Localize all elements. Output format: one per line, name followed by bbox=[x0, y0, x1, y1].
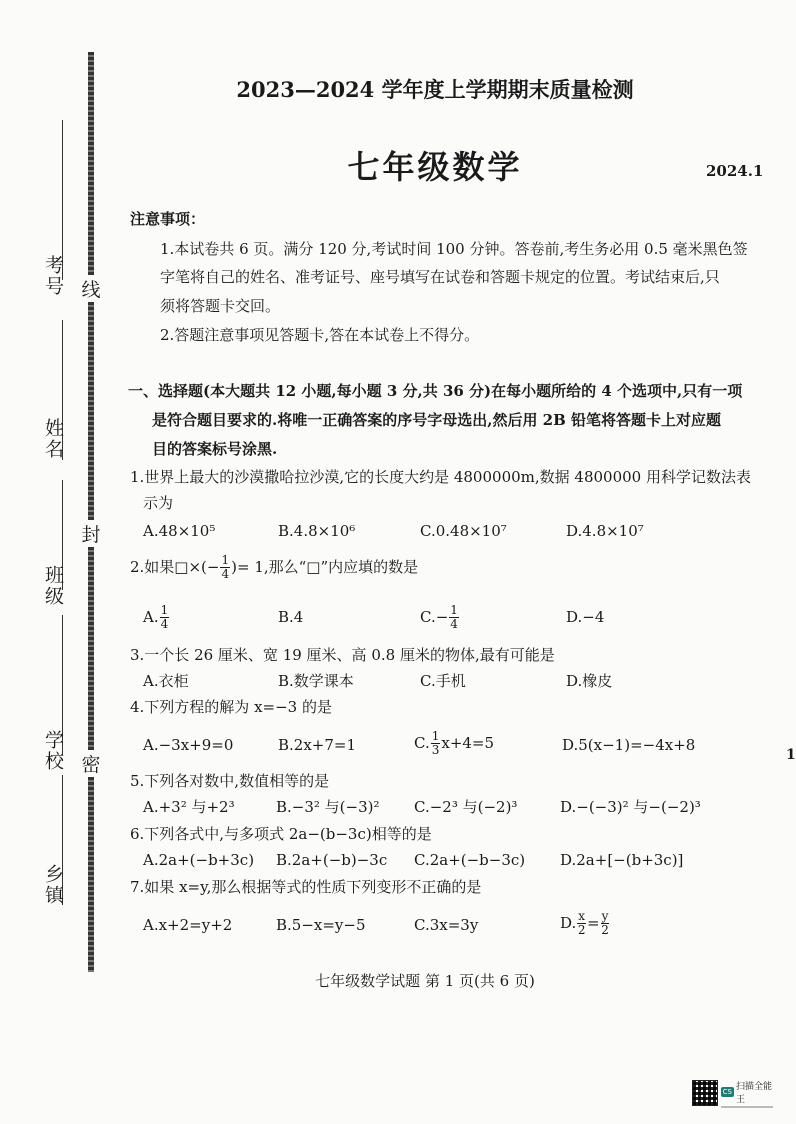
label-exam-number: 考号 bbox=[42, 255, 64, 297]
q6-option-b: B.2a+(−b)−3c bbox=[276, 851, 388, 869]
page-footer: 七年级数学试题 第 1 页(共 6 页) bbox=[315, 972, 535, 990]
q4-option-d: D.5(x−1)=−4x+8 bbox=[562, 736, 696, 754]
notice-item-1-line-2: 字笔将自己的姓名、准考证号、座号填写在试卷和答题卡规定的位置。考试结束后,只 bbox=[160, 268, 720, 286]
q4-option-a: A.−3x+9=0 bbox=[143, 736, 234, 754]
notice-item-2: 2.答题注意事项见答题卡,答在本试卷上不得分。 bbox=[160, 326, 480, 344]
q2-stem bbox=[130, 554, 418, 580]
binding-mark-line: 线 bbox=[80, 275, 102, 302]
q1-option-c: C.0.48×10⁷ bbox=[420, 522, 507, 540]
scanner-watermark bbox=[692, 1078, 780, 1108]
q1-option-a: A.48×10⁵ bbox=[143, 522, 216, 540]
q3-option-a: A.衣柜 bbox=[143, 672, 189, 690]
q3-option-d: D.橡皮 bbox=[566, 672, 613, 690]
q5-option-c: C.−2³ 与(−2)³ bbox=[414, 798, 518, 816]
q2-option-a: A. $\frac{1}{4}$ bbox=[143, 603, 169, 631]
q7-option-d: D. $\frac{x}{2}$ = $\frac{y}{2}$ bbox=[560, 909, 609, 937]
q2-stem-post: )= 1,那么“□”内应填的数是 bbox=[231, 557, 419, 576]
q6-option-d: D.2a+[−(b+3c)] bbox=[560, 851, 684, 869]
q7-option-b: B.5−x=y−5 bbox=[276, 916, 366, 934]
scanner-tagline-bar bbox=[721, 1106, 773, 1108]
q5-option-b: B.−3² 与(−3)² bbox=[276, 798, 380, 816]
q4-option-b: B.2x+7=1 bbox=[278, 736, 357, 754]
q7-option-c: C.3x=3y bbox=[414, 916, 479, 934]
binding-mark-seal: 封 bbox=[80, 520, 102, 547]
exam-title: 2023—2024 学年度上学期期末质量检测 bbox=[236, 77, 634, 102]
q5-option-a: A.+3² 与+2³ bbox=[143, 798, 235, 816]
q5-stem: 5.下列各对数中,数值相等的是 bbox=[130, 772, 330, 790]
q1-option-b: B.4.8×10⁶ bbox=[278, 522, 356, 540]
section-1-line-2: 是符合题目要求的.将唯一正确答案的序号字母选出,然后用 2B 铅笔将答题卡上对应题 bbox=[152, 411, 722, 429]
notice-item-1-line-3: 须将答题卡交回。 bbox=[160, 297, 281, 315]
q3-option-c: C.手机 bbox=[420, 672, 466, 690]
q6-option-c: C.2a+(−b−3c) bbox=[414, 851, 526, 869]
label-name: 姓名 bbox=[42, 418, 64, 460]
scanner-logo-icon: CS bbox=[722, 1087, 732, 1096]
q4-option-c: C. $\frac{1}{3}$ x+4=5 bbox=[414, 729, 495, 757]
section-1-line-3: 目的答案标号涂黑. bbox=[152, 440, 278, 458]
exam-date: 2024.1 bbox=[706, 162, 764, 180]
q4-stem: 4.下列方程的解为 x=−3 的是 bbox=[130, 698, 332, 716]
notice-heading: 注意事项： bbox=[130, 210, 206, 228]
q1-stem-line-1: 1.世界上最大的沙漠撒哈拉沙漠,它的长度大约是 4800000m,数据 4800000 用科学记数法表 bbox=[130, 468, 751, 486]
q2-fraction: $\frac{1}{4}$ bbox=[221, 553, 230, 581]
q7-stem: 7.如果 x=y,那么根据等式的性质下列变形不正确的是 bbox=[130, 878, 482, 896]
qr-code-icon bbox=[692, 1080, 718, 1106]
page-title: 七年级数学 bbox=[347, 148, 523, 186]
label-school: 学校 bbox=[42, 730, 64, 772]
binding-mark-secret: 密 bbox=[80, 750, 102, 777]
q1-stem-line-2: 示为 bbox=[143, 494, 174, 512]
q5-option-d: D.−(−3)² 与−(−2)³ bbox=[560, 798, 701, 816]
q6-stem: 6.下列各式中,与多项式 2a−(b−3c)相等的是 bbox=[130, 825, 432, 843]
q2-option-c: C.− $\frac{1}{4}$ bbox=[420, 603, 458, 631]
q1-option-d: D.4.8×10⁷ bbox=[566, 522, 644, 540]
binding-line bbox=[88, 52, 94, 972]
label-class: 班级 bbox=[42, 565, 64, 607]
scanner-brand: 扫描全能王 bbox=[735, 1081, 772, 1105]
q2-stem-pre: 2.如果□×(− bbox=[130, 557, 220, 576]
edge-page-mark: 1 bbox=[786, 747, 796, 763]
label-town: 乡镇 bbox=[42, 864, 64, 906]
notice-item-1-line-1: 1.本试卷共 6 页。满分 120 分,考试时间 100 分钟。答卷前,考生务必用 0.5 毫米黑色签 bbox=[160, 240, 748, 258]
q3-stem: 3.一个长 26 厘米、宽 19 厘米、高 0.8 厘米的物体,最有可能是 bbox=[130, 646, 555, 664]
q6-option-a: A.2a+(−b+3c) bbox=[143, 851, 255, 869]
section-1-line-1: 一、选择题(本大题共 12 小题,每小题 3 分,共 36 分)在每小题所给的 4 个选项中,只有一项 bbox=[128, 382, 743, 400]
q2-option-b: B.4 bbox=[278, 608, 304, 626]
q2-option-d: D.−4 bbox=[566, 608, 605, 626]
q7-option-a: A.x+2=y+2 bbox=[143, 916, 233, 934]
q3-option-b: B.数学课本 bbox=[278, 672, 354, 690]
